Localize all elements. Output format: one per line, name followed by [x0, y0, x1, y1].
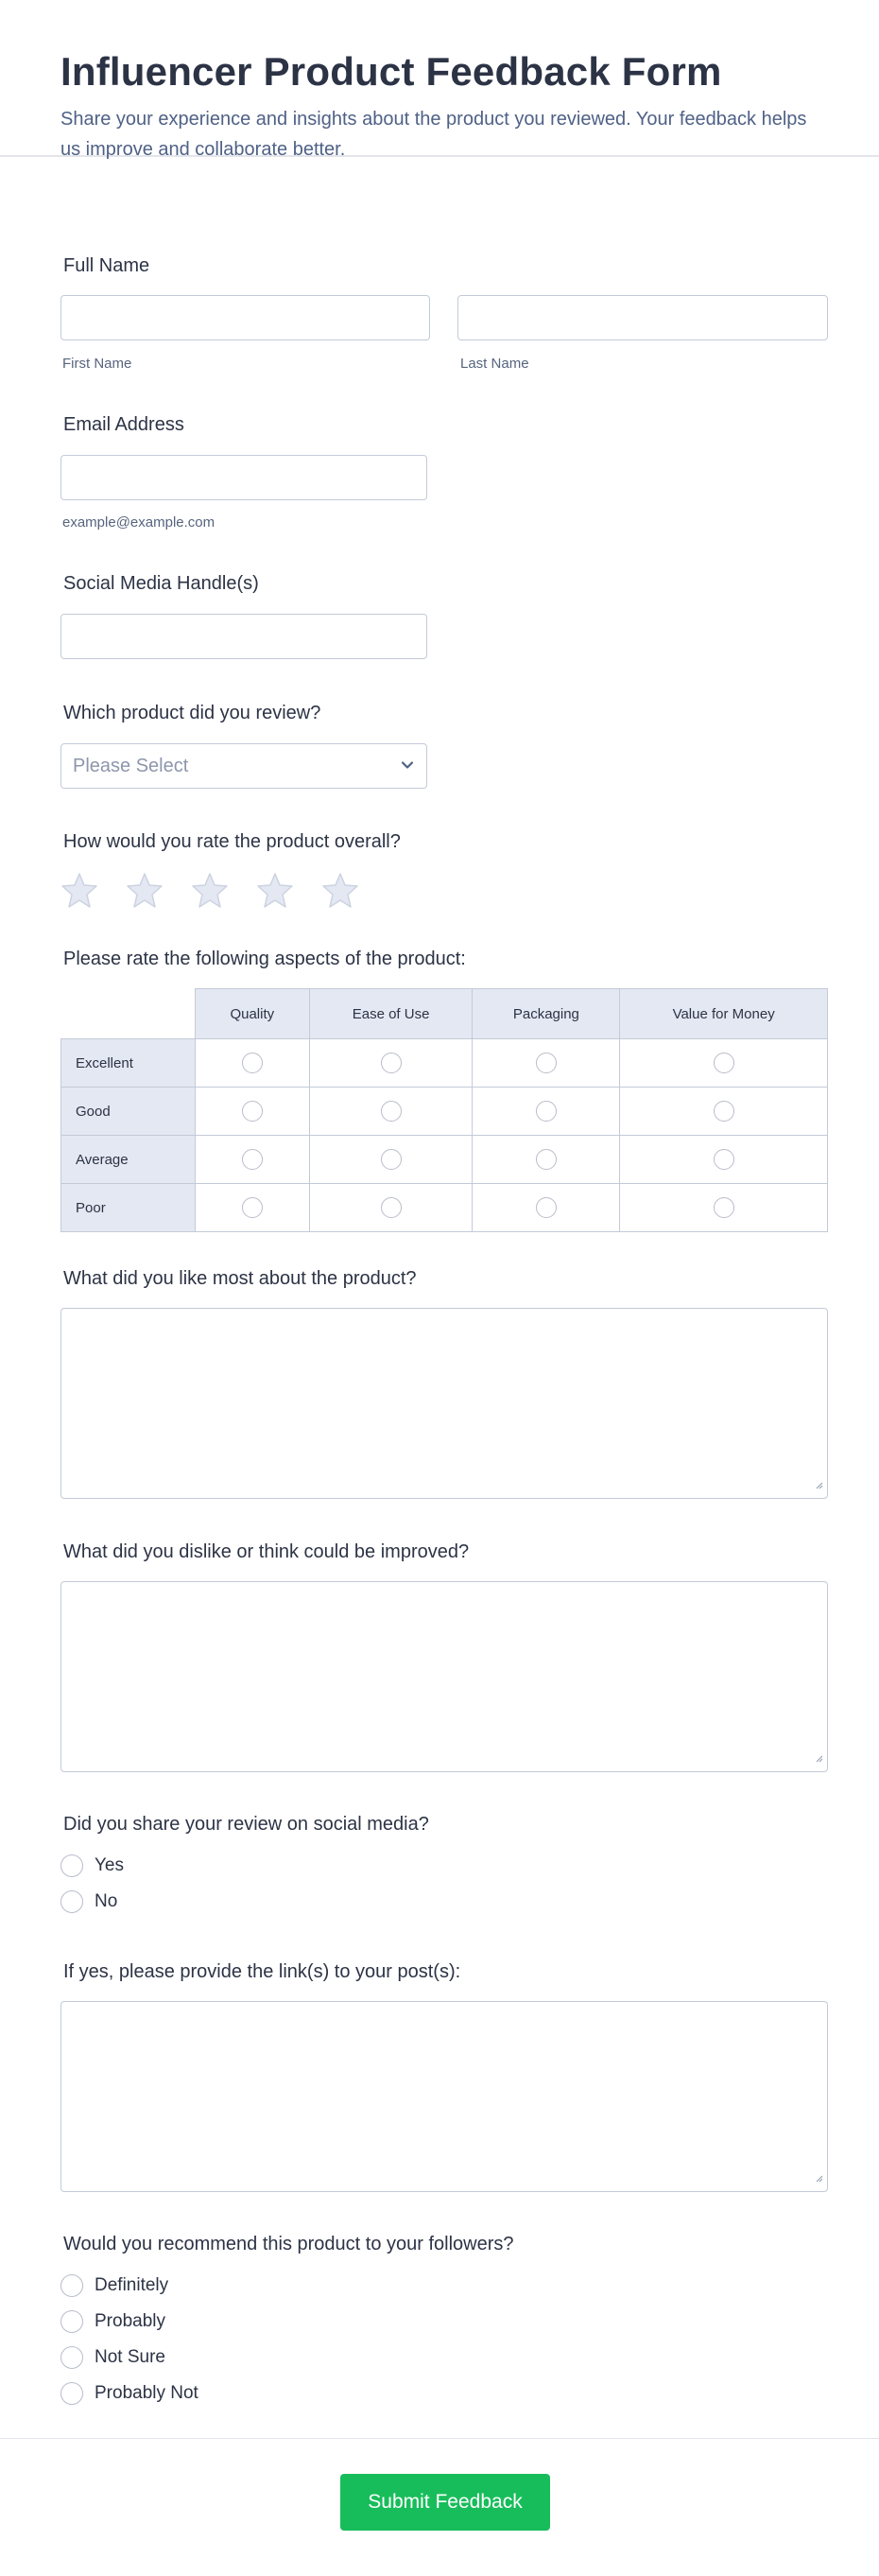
- recommend-option-probably-not[interactable]: [60, 2381, 198, 2406]
- matrix-radio[interactable]: [381, 1149, 402, 1170]
- disliked-textarea[interactable]: [60, 1581, 828, 1772]
- shared-option-no[interactable]: [60, 1889, 117, 1914]
- matrix-radio[interactable]: [536, 1197, 557, 1218]
- matrix-radio[interactable]: [242, 1053, 263, 1073]
- star-icon[interactable]: [191, 871, 229, 909]
- radio-button[interactable]: [60, 2346, 83, 2369]
- form-title: Influencer Product Feedback Form: [60, 49, 722, 94]
- aspect-rating-matrix: [60, 988, 828, 1232]
- matrix-radio[interactable]: [714, 1197, 734, 1218]
- radio-button[interactable]: [60, 1890, 83, 1913]
- matrix-row-label: Excellent: [61, 1039, 196, 1088]
- option-label: Probably Not: [95, 2383, 198, 2403]
- star-icon[interactable]: [321, 871, 359, 909]
- liked-textarea[interactable]: [60, 1308, 828, 1499]
- email-sublabel: example@example.com: [62, 514, 215, 531]
- matrix-column-header: Ease of Use: [309, 989, 473, 1039]
- option-label: Yes: [95, 1855, 124, 1875]
- email-input[interactable]: [60, 455, 427, 500]
- rating-label: How would you rate the product overall?: [63, 831, 401, 852]
- matrix-column-header: Value for Money: [620, 989, 828, 1039]
- social-handle-input[interactable]: [60, 614, 427, 659]
- matrix-row-label: Average: [61, 1136, 196, 1184]
- recommend-option-definitely[interactable]: [60, 2273, 168, 2298]
- star-icon[interactable]: [126, 871, 164, 909]
- matrix-row: [61, 1184, 828, 1232]
- last-name-sublabel: Last Name: [460, 356, 529, 372]
- matrix-radio[interactable]: [536, 1101, 557, 1122]
- form-description: Share your experience and insights about the product you reviewed. Your feedback helps us improve and collaborate better.: [60, 109, 807, 160]
- liked-label: What did you like most about the product?: [63, 1268, 417, 1289]
- option-label: Not Sure: [95, 2347, 165, 2367]
- email-label: Email Address: [63, 414, 184, 435]
- matrix-row-label: Good: [61, 1088, 196, 1136]
- option-label: Definitely: [95, 2275, 169, 2295]
- chevron-down-icon: [398, 756, 417, 779]
- matrix-radio[interactable]: [242, 1149, 263, 1170]
- radio-button[interactable]: [60, 2274, 83, 2297]
- product-select-placeholder: Please Select: [73, 756, 189, 776]
- recommend-option-not-sure[interactable]: [60, 2345, 165, 2370]
- last-name-input[interactable]: [457, 295, 828, 340]
- matrix-column-header: Packaging: [473, 989, 620, 1039]
- matrix-row-label: Poor: [61, 1184, 196, 1232]
- option-label: No: [95, 1891, 118, 1911]
- matrix-radio[interactable]: [714, 1149, 734, 1170]
- matrix-row: [61, 1039, 828, 1088]
- links-label: If yes, please provide the link(s) to your post(s):: [63, 1961, 461, 1982]
- footer-divider: [0, 2438, 879, 2439]
- radio-button[interactable]: [60, 2382, 83, 2405]
- matrix-radio[interactable]: [714, 1101, 734, 1122]
- radio-button[interactable]: [60, 1854, 83, 1877]
- resize-grip-icon[interactable]: [814, 1477, 823, 1494]
- first-name-sublabel: First Name: [62, 356, 132, 372]
- resize-grip-icon[interactable]: [814, 2170, 823, 2187]
- submit-button[interactable]: Submit Feedback: [340, 2474, 550, 2531]
- matrix-row: [61, 1136, 828, 1184]
- recommend-option-probably[interactable]: [60, 2309, 165, 2334]
- product-label: Which product did you review?: [63, 703, 321, 723]
- first-name-input[interactable]: [60, 295, 430, 340]
- star-icon[interactable]: [256, 871, 294, 909]
- matrix-radio[interactable]: [714, 1053, 734, 1073]
- matrix-column-header: Quality: [195, 989, 309, 1039]
- form-header: [0, 0, 879, 160]
- product-select[interactable]: [60, 743, 427, 789]
- matrix-row: [61, 1088, 828, 1136]
- star-icon[interactable]: [60, 871, 98, 909]
- recommend-label: Would you recommend this product to your followers?: [63, 2234, 514, 2254]
- matrix-radio[interactable]: [381, 1101, 402, 1122]
- matrix-radio[interactable]: [242, 1101, 263, 1122]
- matrix-radio[interactable]: [242, 1197, 263, 1218]
- links-textarea[interactable]: [60, 2001, 828, 2192]
- resize-grip-icon[interactable]: [814, 1750, 823, 1767]
- radio-button[interactable]: [60, 2310, 83, 2333]
- matrix-radio[interactable]: [536, 1149, 557, 1170]
- matrix-radio[interactable]: [536, 1053, 557, 1073]
- matrix-radio[interactable]: [381, 1053, 402, 1073]
- matrix-label: Please rate the following aspects of the product:: [63, 949, 466, 969]
- matrix-radio[interactable]: [381, 1197, 402, 1218]
- social-handle-label: Social Media Handle(s): [63, 573, 259, 594]
- shared-option-yes[interactable]: [60, 1854, 124, 1878]
- shared-label: Did you share your review on social media?: [63, 1814, 429, 1835]
- matrix-corner: [61, 989, 196, 1039]
- option-label: Probably: [95, 2311, 165, 2331]
- full-name-label: Full Name: [63, 255, 150, 276]
- disliked-label: What did you dislike or think could be improved?: [63, 1541, 470, 1562]
